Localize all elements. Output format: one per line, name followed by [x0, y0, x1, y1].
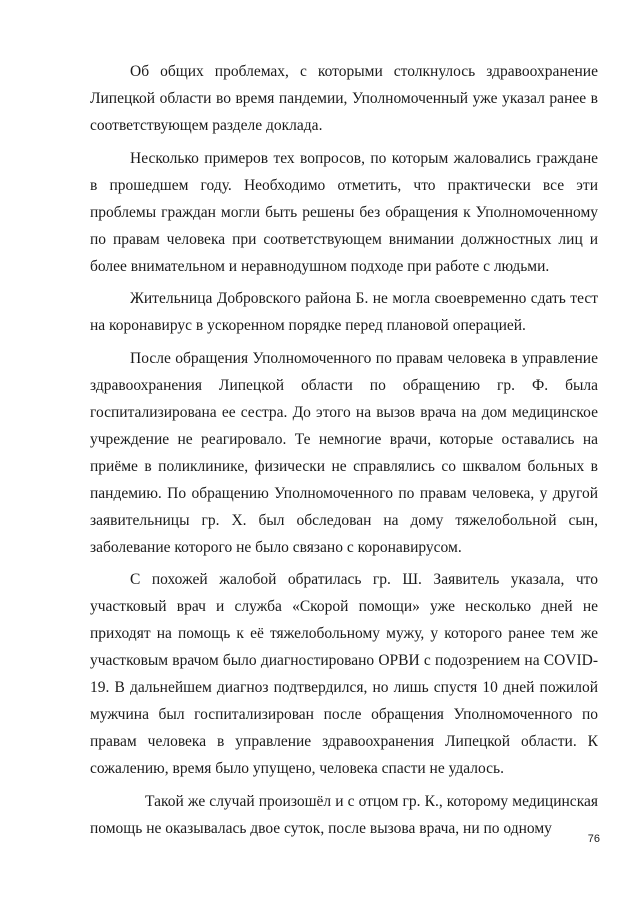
paragraph-1: Об общих проблемах, с которыми столкнулось здравоохранение Липецкой области во время пандемии, Уполномоченный уже указал ранее в соответствующем разделе доклада.: [90, 63, 598, 134]
paragraph-6: Такой же случай произошёл и с отцом гр. К., которому медицинская помощь не оказывалась двое суток, после вызова врача, ни по одному: [90, 792, 598, 837]
paragraph-2: Несколько примеров тех вопросов, по которым жаловались граждане в прошедшем году. Необходимо отметить, что практически все эти проблемы граждан могли быть решены без обращения к Уполномоченному по правам человека при соответствующем внимании должностных лиц и более внимательном и неравнодушном подходе при работе с людьми.: [90, 149, 598, 275]
paragraph-5: С похожей жалобой обратилась гр. Ш. Заявитель указала, что участковый врач и служба «Скорой помощи» уже несколько дней не приходят на помощь к её тяжелобольному мужу, у которого ранее тем же участковым врачом было диагностировано ОРВИ с подозрением на COVID-19. В дальнейшем диагноз подтвердился, но лишь спустя 10 дней пожилой мужчина был госпитализирован после обращения Уполномоченного по правам человека в управление здравоохранения Липецкой области. К сожалению, время было упущено, человека спасти не удалось.: [90, 571, 598, 777]
document-body: [90, 58, 598, 847]
paragraph-3: Жительница Добровского района Б. не могла своевременно сдать тест на коронавирус в ускоренном порядке перед плановой операцией.: [90, 290, 598, 334]
paragraph-4: После обращения Уполномоченного по правам человека в управление здравоохранения Липецкой области по обращению гр. Ф. была госпитализирована ее сестра. До этого на вызов врача на дом медицинское учреждение не реагировало. Те немногие врачи, которые оставались на приёме в поликлинике, физически не справлялись со шквалом больных в пандемию. По обращению Уполномоченного по правам человека, у другой заявительницы гр. Х. был обследован на дому тяжелобольной сын, заболевание которого не было связано с коронавирусом.: [90, 349, 598, 556]
page-number: 76: [587, 833, 600, 845]
